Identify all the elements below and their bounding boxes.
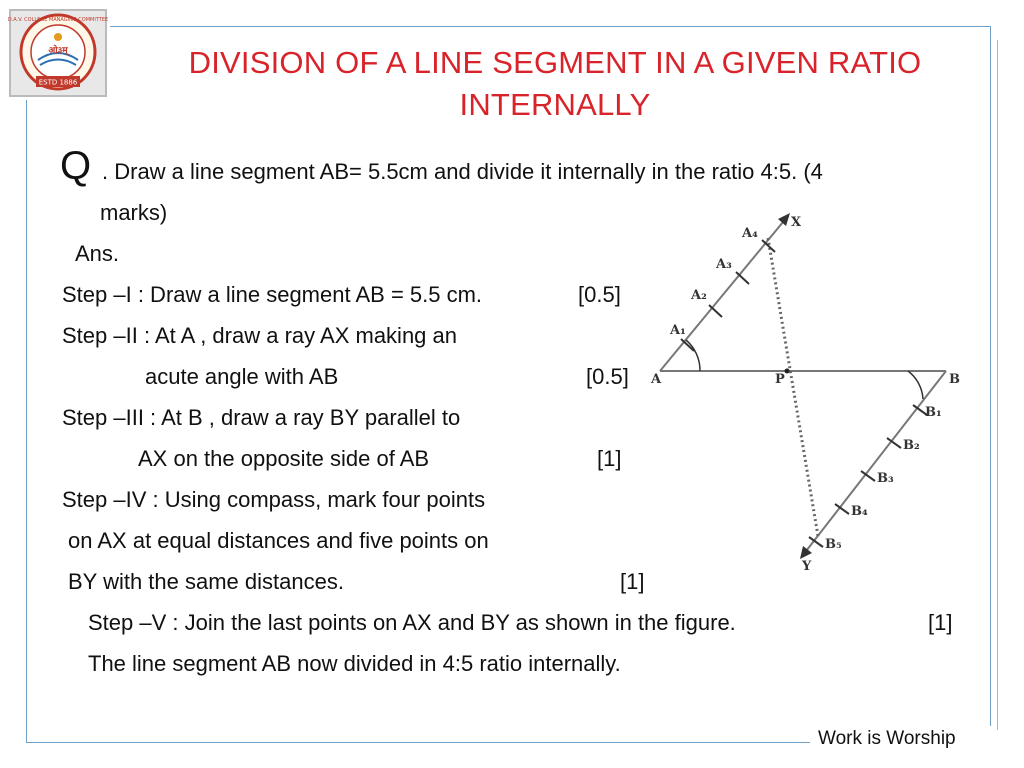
label-b: B (949, 372, 960, 387)
answer-label: Ans. (75, 241, 120, 266)
label-b2: B₂ (903, 438, 920, 453)
step-2-text-a: Step –II : At A , draw a ray AX making an (62, 323, 458, 348)
ray-by-arrowhead (800, 546, 812, 559)
frame-right-line (990, 26, 991, 726)
step-4-marks: [1] (620, 569, 645, 594)
footer-motto: Work is Worship (818, 728, 956, 749)
frame-top-line (110, 26, 990, 27)
dav-logo (8, 8, 108, 98)
label-a3: A₃ (716, 257, 732, 272)
label-b1: B₁ (925, 405, 942, 420)
angle-arc-b (908, 371, 923, 399)
step-1-marks: [0.5] (578, 282, 621, 307)
step-4-text-a: Step –IV : Using compass, mark four points (62, 487, 486, 512)
step-4-text-c: BY with the same distances. (68, 569, 344, 594)
page-title (140, 42, 970, 126)
logo-center-text: ओ३म् (48, 46, 68, 56)
label-b4: B₄ (851, 504, 868, 519)
label-a2: A₂ (691, 288, 707, 303)
join-a4-b5 (768, 238, 818, 536)
question-text-line-1: . Draw a line segment AB= 5.5cm and divide it internally in the ratio 4:5. (4 (102, 159, 823, 184)
step-5-text: Step –V : Join the last points on AX and BY as shown in the figure. (88, 610, 736, 635)
label-x: X (791, 215, 802, 230)
step-3-text-a: Step –III : At B , draw a ray BY parallel to (62, 405, 461, 430)
label-a: A (651, 372, 662, 387)
frame-left-line (26, 100, 27, 742)
title-line-2: INTERNALLY (459, 87, 651, 122)
construction-diagram (645, 205, 975, 585)
frame-right-shadow-line (997, 40, 998, 730)
step-5-marks: [1] (928, 610, 953, 635)
question-text-line-2: marks) (100, 200, 168, 225)
ray-ax-arrowhead (778, 213, 790, 226)
step-2-marks: [0.5] (586, 364, 629, 389)
question-letter: Q (60, 144, 92, 188)
point-p (785, 369, 790, 374)
frame-bottom-line (26, 742, 810, 743)
label-b5: B₅ (825, 537, 842, 552)
label-y: Y (802, 559, 812, 574)
label-a1: A₁ (670, 323, 686, 338)
label-a4: A₄ (742, 226, 758, 241)
logo-ring-text: D.A.V. COLLEGE MANAGING COMMITTEE (8, 17, 108, 23)
ray-by (803, 371, 946, 555)
label-p: P (775, 372, 785, 387)
step-2-text-b: acute angle with AB (145, 364, 339, 389)
step-3-text-b: AX on the opposite side of AB (138, 446, 430, 471)
step-4-text-b: on AX at equal distances and five points on (68, 528, 489, 553)
step-3-marks: [1] (597, 446, 622, 471)
conclusion-text: The line segment AB now divided in 4:5 ratio internally. (88, 651, 621, 676)
step-1-text: Step –I : Draw a line segment AB = 5.5 cm. (62, 282, 483, 307)
tick-a2 (709, 305, 722, 317)
logo-estd: ESTD 1886 (38, 78, 78, 87)
label-b3: B₃ (877, 471, 894, 486)
title-line-1: DIVISION OF A LINE SEGMENT IN A GIVEN RATIO (188, 45, 922, 80)
